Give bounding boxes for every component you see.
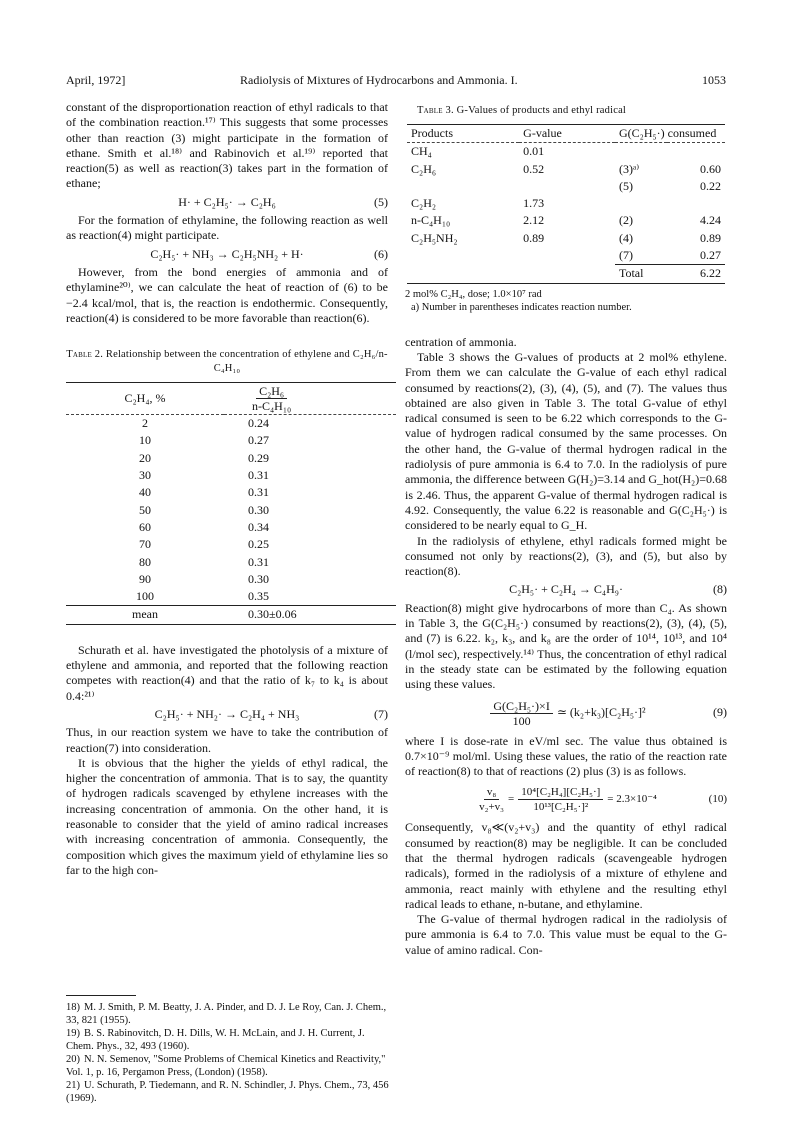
total-value: 6.22 <box>667 265 725 283</box>
paragraph: Consequently, v₈≪(v₂+v₃) and the quantity of ethyl radical consumed by reaction(8) may be negligible. It can be concluded that the thermal hydrogen radicals (scavengeable hydrogen radicals), formed in the radiolysis of a mixture of ethylene and ammonia, react mainly with ethylene and the resulting ethyl radical leads to ethane, n-butane, and ethylamine. <box>405 820 727 911</box>
consumed-cell <box>667 195 725 212</box>
column-header: C₂H₄, % <box>66 383 224 415</box>
table-row <box>66 502 396 519</box>
table-body <box>66 415 396 606</box>
product-cell: C₂H₆ <box>411 161 437 176</box>
ethylene-percent-cell: 40 <box>139 485 151 500</box>
table-row <box>66 588 396 606</box>
reference-item <box>66 1027 394 1053</box>
table-3-caption <box>417 104 727 118</box>
product-cell <box>407 247 519 265</box>
equation-number: (7) <box>374 706 388 721</box>
column-header: G(C₂H₅·) consumed <box>615 125 725 143</box>
product-cell: n-C₄H₁₀ <box>411 213 451 228</box>
equation-number: (9) <box>713 705 727 720</box>
g-value-cell: 0.89 <box>523 230 545 245</box>
consumed-cell: 0.22 <box>700 178 721 193</box>
table-row <box>66 554 396 571</box>
table-note: 2 mol% C₂H₄, dose; 1.0×10⁷ rad <box>405 288 542 300</box>
table-row <box>66 519 396 536</box>
consumed-cell: 0.27 <box>700 248 721 263</box>
equation-8 <box>405 582 727 597</box>
equation-body: C₂H₅· + NH₂· → C₂H₄ + NH₃ <box>154 706 300 721</box>
ratio-cell: 0.29 <box>248 450 269 465</box>
paragraph: Reaction(8) might give hydrocarbons of more than C₄. As shown in Table 3, the G(C₂H₅·) consumed by reactions(2), (3), (4), (5), and (7) is 6.22. k₂, k₃, and k₈ are the order of 10¹⁴, 10¹³, and 10⁴ (l/mol sec), respectively.¹⁴⁾ Thus, the concentration of ethyl radical in the steady state can be estimated by the following equation using these values. <box>405 600 727 692</box>
table-row <box>66 571 396 588</box>
fraction-denominator: 10¹³[C₂H₅·]² <box>533 801 589 814</box>
product-cell <box>407 178 519 195</box>
product-cell: C₂H₂ <box>411 196 437 211</box>
ethylene-percent-cell: 10 <box>139 433 151 448</box>
ethylene-percent-cell: 30 <box>139 468 151 483</box>
fraction-numerator: 10⁴[C₂H₄][C₂H₅·] <box>518 785 603 800</box>
table-3 <box>407 124 725 288</box>
ethylene-percent-cell: 20 <box>139 450 151 465</box>
fraction-denominator: n-C₄H₁₀ <box>252 399 292 414</box>
ethylene-percent-cell: 2 <box>142 416 148 431</box>
paragraph: Schurath et al. have investigated the photolysis of a mixture of ethylene and ammonia, and reported that the following reaction competes with reaction(4) and that the ratio of k₇ to k₄ is about 0.4:²¹⁾ <box>66 642 388 703</box>
references <box>66 1001 394 1105</box>
reaction-cell: (5) <box>618 178 633 193</box>
g-value-cell: 0.01 <box>523 144 545 159</box>
reference-text: B. S. Rabinovitch, D. H. Dills, W. H. McLain, and J. H. Current, J. Chem. Phys., 32, 493 (1960). <box>66 1028 365 1052</box>
g-value-cell <box>519 247 615 265</box>
equation-9 <box>405 699 727 728</box>
page-number: 1053 <box>702 73 726 87</box>
equation-rhs: = 2.3×10⁻⁴ <box>607 793 657 806</box>
g-value-cell: 0.52 <box>523 161 545 176</box>
reference-text: U. Schurath, P. Tiedemann, and R. N. Schindler, J. Phys. Chem., 73, 456 (1969). <box>66 1080 389 1104</box>
paragraph: The G-value of thermal hydrogen radical in the radiolysis of pure ammonia is 6.4 to 7.0. This value must be equal to the G-value of amino radical. Con- <box>405 912 727 957</box>
left-column <box>66 100 388 878</box>
table-row <box>407 178 725 195</box>
column-header: Products <box>407 125 519 143</box>
table-row <box>66 484 396 501</box>
total-label: Total <box>615 265 667 283</box>
reference-item <box>66 1001 394 1027</box>
reference-text: M. J. Smith, P. M. Beatty, J. A. Pinder, and D. J. Le Roy, Can. J. Chem., 33, 821 (1955). <box>66 1002 387 1026</box>
table-row <box>407 143 725 161</box>
consumed-cell: 0.60 <box>700 161 721 176</box>
equation-body: C₂H₅· + C₂H₄ → C₄H₉· <box>509 582 623 597</box>
column-header <box>224 383 396 415</box>
equation-body: H· + C₂H₅· → C₂H₆ <box>178 194 276 209</box>
ratio-cell: 0.27 <box>248 433 269 448</box>
ethylene-percent-cell: 80 <box>139 554 151 569</box>
equation-number: (8) <box>713 582 727 597</box>
ratio-cell: 0.35 <box>248 589 269 604</box>
footnote-rule <box>66 995 136 996</box>
paragraph: centration of ammonia. <box>405 334 517 349</box>
equals-sign: = <box>508 793 515 806</box>
reference-number: 19) <box>66 1028 80 1039</box>
header-title: Radiolysis of Mixtures of Hydrocarbons and Ammonia. I. <box>240 73 518 87</box>
reaction-cell <box>615 195 667 212</box>
g-value-cell <box>519 178 615 195</box>
reference-number: 21) <box>66 1080 80 1091</box>
table-row <box>407 161 725 178</box>
ratio-cell: 0.25 <box>248 537 269 552</box>
ethylene-percent-cell: 90 <box>139 571 151 586</box>
equation-10 <box>405 785 727 814</box>
mean-value: 0.30±0.06 <box>248 607 297 622</box>
table-title: Relationship between the concentration of ethylene and C₂H₆/n-C₄H₁₀ <box>105 349 388 375</box>
paragraph: Table 3 shows the G-values of products at 2 mol% ethylene. From them we can calculate the G-value of each ethyl radical consumed by reactions(2), (3), (4), (5), and (7). The values thus obtained are also given in Table 3. The total G-value of ethyl radical consumed is seen to be 6.22 which corresponds to the G-value of hydrogen radical consumed by the same processes. On the other hand, the G-value of thermal hydrogen radical in the radiolysis of pure ammonia is 6.4 to 7.0. In the radiolysis of pure ammonia, the difference between G(H₂)=3.14 and G_hot(H₂)=0.68 is 2.46. Thus, the apparent G-value of thermal hydrogen radical is 4.92. Consequently, the value 6.22 is reasonable and G(C₂H₅·) is considered to be nearly equal to G_H. <box>405 349 727 533</box>
table-body <box>407 143 725 265</box>
ratio-cell: 0.30 <box>248 502 269 517</box>
ratio-cell: 0.31 <box>248 554 269 569</box>
ratio-cell: 0.31 <box>248 468 269 483</box>
g-value-cell: 2.12 <box>523 213 545 228</box>
fraction-numerator: v₈ <box>484 785 499 800</box>
table-row <box>66 432 396 449</box>
table-2 <box>66 382 396 625</box>
reaction-cell: (7) <box>618 248 633 263</box>
fraction-numerator: G(C₂H₅·)×I <box>490 699 552 714</box>
reaction-cell: (3)ᵃ⁾ <box>618 161 640 176</box>
equation-rhs: ≃ (k₂+k₃)[C₂H₅·]² <box>556 705 646 720</box>
table-row <box>407 247 725 265</box>
consumed-cell <box>667 143 725 161</box>
paragraph: where I is dose-rate in eV/ml sec. The value thus obtained is 0.7×10⁻⁹ mol/ml. Using these values, the ratio of the reaction rate of reaction(8) to that of reactions (2) plus (3) is as follows. <box>405 733 727 779</box>
reference-number: 18) <box>66 1002 80 1013</box>
equation-5 <box>66 195 388 210</box>
ratio-cell: 0.30 <box>248 571 269 586</box>
paragraph: constant of the disproportionation reaction of ethyl radicals to that of the combination reaction.¹⁷⁾ This suggests that some processes other than reaction (3) might participate in the formation of ethane. Smith et al.¹⁸⁾ and Rabinovich et al.¹⁹⁾ reported that reaction(5) as well as reaction(3) takes part in the formation of ethane; <box>66 100 388 191</box>
reference-item <box>66 1079 394 1105</box>
reference-number: 20) <box>66 1054 80 1065</box>
paragraph: For the formation of ethylamine, the following reaction as well as reaction(4) might participate. <box>66 213 388 243</box>
table-row <box>407 230 725 247</box>
paragraph: However, from the bond energies of ammonia and of ethylamine²⁰⁾, we can calculate the heat of reaction of (6) to be −2.4 kcal/mol, that is, the reaction is endothermic. Consequently, reaction(4) is considered to be more favorable than reaction(6). <box>66 264 388 325</box>
table-footnote: a) Number in parentheses indicates reaction number. <box>411 302 632 314</box>
ratio-cell: 0.34 <box>248 519 269 534</box>
reaction-cell: (2) <box>618 213 633 228</box>
mean-label: mean <box>132 607 158 622</box>
equation-body: C₂H₅· + NH₃ → C₂H₅NH₂ + H· <box>150 246 304 261</box>
fraction-denominator: v₂+v₃ <box>479 801 505 814</box>
ratio-cell: 0.24 <box>248 416 269 431</box>
column-header: G-value <box>519 125 615 143</box>
table-number: Table 3. <box>417 105 454 116</box>
paragraph: Thus, in our reaction system we have to take the contribution of reaction(7) into consideration. <box>66 725 388 755</box>
reaction-cell <box>615 143 667 161</box>
table-row <box>66 467 396 484</box>
table-row <box>66 536 396 553</box>
reference-text: N. N. Semenov, "Some Problems of Chemical Kinetics and Reactivity," Vol. 1, p. 16, Pergamon Press, (London) (1958). <box>66 1054 386 1078</box>
reference-item <box>66 1053 394 1079</box>
ethylene-percent-cell: 100 <box>136 589 154 604</box>
header-date: April, 1972] <box>66 73 126 87</box>
equation-7 <box>66 707 388 722</box>
g-value-cell: 1.73 <box>523 196 545 211</box>
ethylene-percent-cell: 60 <box>139 519 151 534</box>
ethylene-percent-cell: 70 <box>139 537 151 552</box>
table-row <box>66 415 396 433</box>
consumed-cell: 0.89 <box>700 230 721 245</box>
table-row <box>407 212 725 229</box>
consumed-cell: 4.24 <box>700 213 721 228</box>
equation-number: (6) <box>374 246 388 261</box>
equation-number: (5) <box>374 194 388 209</box>
reaction-cell: (4) <box>618 230 633 245</box>
paragraph: It is obvious that the higher the yields of ethyl radical, the higher the concentration of ammonia. That is to say, the quantity of hydrogen radicals scavenged by ethylene increases with the increasing concentration of ammonia. On the other hand, it is reasonable to consider that the yield of amino radical increases with increasing concentration of ammonia. Consequently, the composition which gives the maximum yield of ethylamine lies so far to the high con- <box>66 755 388 877</box>
fraction-denominator: 100 <box>512 713 531 728</box>
table-number: Table 2. <box>66 349 104 361</box>
table-row <box>66 450 396 467</box>
right-column <box>405 100 727 958</box>
ethylene-percent-cell: 50 <box>139 502 151 517</box>
table-title: G-Values of products and ethyl radical <box>456 105 627 116</box>
table-row <box>407 195 725 212</box>
product-cell: C₂H₅NH₂ <box>411 230 458 245</box>
paragraph: In the radiolysis of ethylene, ethyl radicals formed might be consumed not only by reactions(2), (3), and (5), but also by reaction(8). <box>405 533 727 579</box>
table-2-caption <box>66 348 388 376</box>
equation-number: (10) <box>708 793 727 806</box>
equation-6 <box>66 247 388 262</box>
ratio-cell: 0.31 <box>248 485 269 500</box>
product-cell: CH₄ <box>411 144 432 159</box>
fraction-numerator: C₂H₆ <box>256 384 287 399</box>
